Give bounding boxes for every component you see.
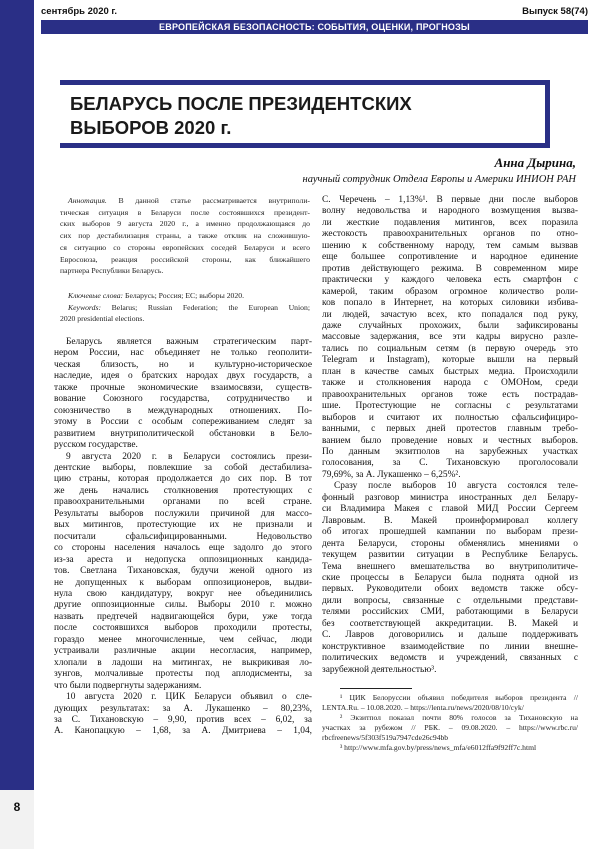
body-line: также и столкновения народа с ОМОНом, среди: [322, 378, 578, 389]
body-line: практически у каждого человека есть смартфон с: [322, 275, 578, 286]
abstract-line: ся ситуацию со стороны европейских соседей Беларуси и всего: [60, 242, 310, 252]
body-line: даже случайных прохожих, были зафиксированы: [322, 320, 578, 331]
body-line: тов. Светлана Тихановская, будучи женой одного из: [54, 566, 312, 577]
body-line: план в качестве самых быстрых медиа. Происходили: [322, 366, 578, 377]
body-line: дили вопросы, связанные с отдельными представи-: [322, 595, 578, 606]
body-line: выборов и считают их полностью сфальсифициро-: [322, 412, 578, 423]
body-line: первых. Руководители обоих ведомств также обсу-: [322, 584, 578, 595]
footnote-divider: [340, 688, 412, 689]
abstract-line: сих пор дестабилизация страны, а также отклик на сложившую-: [60, 231, 310, 241]
abstract-line: партнера Республики Беларусь.: [60, 266, 164, 276]
footnotes: [322, 693, 578, 754]
abstract-line: тическая ситуация в Беларуси после состоявшихся президент-: [60, 207, 310, 217]
body-line: дующих результатах: за А. Лукашенко – 80,23%,: [54, 703, 312, 714]
body-line: голосования, за С. Тихановскую проголосовали: [322, 458, 578, 469]
footnote-line: участках за рубежом // РБК. – 09.08.2020. – https://www.rbc.ru/: [322, 723, 578, 733]
body-line: наследие, идея о братских народах двух государств, а: [54, 371, 312, 382]
page-number: 8: [13, 800, 21, 814]
body-line: ков попало в Интернет, на которых силовики избива-: [322, 298, 578, 309]
body-line: цию страны, которая продолжается до сих пор. В тот: [54, 474, 312, 485]
body-line: же день начались столкновения протестующих с: [54, 485, 312, 496]
body-line: Беларусь является важным стратегическим парт-: [66, 337, 312, 347]
body-line: хлопали в ладоши на митингах, не выкрикивая ло-: [54, 657, 312, 668]
left-column-text: [54, 337, 312, 738]
body-line: ли людей, зачастую всех, кто попадался под руку,: [322, 309, 578, 320]
author-affiliation: научный сотрудник Отдела Европы и Америки ИНИОН РАН: [302, 174, 576, 185]
body-line: со стороны населения началось еще задолго до этого: [54, 543, 312, 554]
body-line: дентские выборы, повлекшие за собой дестабилиза-: [54, 462, 312, 473]
sidebar-lower-block: [0, 790, 34, 849]
body-line: массовые задержания, все эти кадры вирусно разле-: [322, 332, 578, 343]
body-line: ские процессы в Беларуси была поднята одной из: [322, 572, 578, 583]
body-line: без соответствующей аккредитации. В. Макей и: [322, 618, 578, 629]
body-line: текущем развитии ситуации в Республике Беларусь.: [322, 550, 578, 561]
sidebar-accent-strip: [0, 0, 34, 849]
body-line: русском государстве.: [54, 440, 138, 451]
body-line: другие оппозиционные силы. Выборы 2010 г. можно: [54, 600, 312, 611]
article-title-line-1: БЕЛАРУСЬ ПОСЛЕ ПРЕЗИДЕНТСКИХ: [70, 93, 412, 114]
body-line: камерой, таким образом огромное количество роли-: [322, 286, 578, 297]
body-line: зарубежной деятельностью³.: [322, 664, 437, 675]
body-line: политических ведомств и учреждений, связанных с: [322, 653, 578, 664]
body-line: не допущенных к выборам оппозиционеров, выдви-: [54, 577, 312, 588]
body-line: гораздо менее многочисленные, чем сейчас, люди: [54, 634, 312, 645]
body-line: волну недовольства и народного возмущения вызва-: [322, 206, 578, 217]
body-line: также прочные экономические взаимосвязи, существ-: [54, 382, 312, 393]
body-line: еще большее сопротивление и народное единение: [322, 252, 578, 263]
keywords-line: Keywords: Belarus; Russian Federation; the European Union;: [68, 302, 310, 312]
article-title-line-2: ВЫБОРОВ 2020 г.: [70, 117, 232, 138]
body-line: Сразу после выборов 10 августа состоялся теле-: [334, 481, 578, 492]
header-issue: Выпуск 58(74): [522, 6, 588, 17]
body-line: Тема внешнего вмешательства во внутриполитиче-: [322, 561, 578, 572]
body-line: конструктивное взаимодействие по линии внешне-: [322, 641, 578, 652]
footnote-line: LENTA.Ru. – 10.08.2020. – https://lenta.ru/news/2020/08/10/cyk/: [322, 703, 524, 713]
body-line: ванными, с первых дней протестов главным требо-: [322, 424, 578, 435]
body-line: ли жесткие подавления митингов, всех поразила: [322, 217, 578, 228]
body-line: правоохранительными органами по всей стране.: [54, 497, 312, 508]
abstract: [60, 195, 310, 277]
body-line: С. Лавров договорились и дальше поддерживать: [322, 630, 578, 641]
body-line: 10 августа 2020 г. ЦИК Беларуси объявил о сле-: [66, 692, 312, 703]
footnote-line: rbcfreenews/5f303f519a7947cde26c94bb: [322, 733, 449, 743]
body-line: вование Союзного государства, сотрудничество и: [54, 394, 312, 405]
body-line: Результаты выборов послужили причиной для массо-: [54, 508, 312, 519]
body-line: 79,69%, за А. Лукашенко – 6,25%².: [322, 469, 461, 480]
author-name: Анна Дырина,: [494, 155, 576, 170]
body-line: тались по социальным сетям (в первую очередь это: [322, 343, 578, 354]
body-line: этому в России с особым сопереживанием следят за: [54, 417, 312, 428]
keywords-line: 2020 presidential elections.: [60, 314, 145, 324]
body-line: ческая близость, но и культурно-историческое: [54, 359, 312, 370]
body-line: нером России, нас объединяет не только геополити-: [54, 348, 312, 359]
right-column-text: [322, 195, 578, 676]
body-line: дента Беларуси, стороны обменялись мнениями о: [322, 538, 578, 549]
running-header: [41, 6, 588, 20]
body-line: зунгов, молчаливые протесты под аплодисменты, за: [54, 669, 312, 680]
body-line: шие. Протестующие не согласны с результатами: [322, 401, 578, 412]
body-line: По данным экзитполов на зарубежных участках: [322, 446, 578, 457]
body-line: развитием внутриполитической обстановки в Бело-: [54, 428, 312, 439]
header-date: сентябрь 2020 г.: [41, 6, 118, 17]
article-title-box: [60, 80, 550, 148]
abstract-line: Евросоюза, реакция российской стороны, как ближайшего: [60, 254, 310, 264]
body-line: за С. Тихановскую – 9,90, против всех – 6,02, за: [54, 714, 312, 725]
body-line: после состоявшихся выборов проходили протесты,: [54, 623, 312, 634]
body-line: вых митингов, протестующие их не признали и: [54, 520, 312, 531]
body-line: Telegram и Instagram), которые вышли на первый: [322, 355, 578, 366]
body-line: 9 августа 2020 г. в Беларуси состоялись прези-: [66, 451, 312, 462]
body-line: правоохранительных органов тоже есть пострадав-: [322, 389, 578, 400]
body-line: нула свою кандидатуру, вокруг нее объединились: [54, 588, 312, 599]
footnote-line: ² Экзитпол показал почти 80% голосов за Тихановскую на: [340, 713, 578, 723]
body-line: против действующего режима. В современном мире: [322, 263, 578, 274]
body-line: из-за ареста и недопуска оппозиционных кандида-: [54, 554, 312, 565]
section-title-bar: ЕВРОПЕЙСКАЯ БЕЗОПАСНОСТЬ: СОБЫТИЯ, ОЦЕНКИ, ПРОГНОЗЫ: [41, 20, 588, 34]
footnote-line: ³ http://www.mfa.gov.by/press/news_mfa/e6012ffa9f92ff7c.html: [340, 743, 537, 753]
keywords-line: Ключевые слова: Беларусь; Россия; ЕС; выборы 2020.: [68, 291, 244, 300]
body-line: жестокость правоохранительных органов по отно-: [322, 229, 578, 240]
body-line: Лавровым. В. Макей проинформировал коллегу: [322, 515, 578, 526]
body-line: об итогах прошедшей кампании по выборам прези-: [322, 527, 578, 538]
body-line: что были подвергнуты задержаниям.: [54, 680, 202, 691]
body-line: устраивали различные акции несогласия, например,: [54, 646, 312, 657]
body-line: ванием было проведение новых и честных выборов.: [322, 435, 578, 446]
body-line: шению к собственному народу, тем самым вызвав: [322, 240, 578, 251]
body-line: посчитали сфальсифицированными. Недовольство: [54, 531, 312, 542]
body-line: назвать предтечей надвигающейся бури, уже тогда: [54, 611, 312, 622]
abstract-line: Аннотация. В данной статье рассматривается внутрипoли-: [68, 196, 310, 205]
body-line: А. Канопацкую – 1,68, за А. Дмитриева – 1,04,: [54, 726, 312, 737]
body-line: си Владимира Макея с главой МИД России Сергеем: [322, 504, 578, 515]
keywords: [60, 290, 310, 325]
footnote-line: ¹ ЦИК Белоруссии объявил победителя выборов президента //: [340, 693, 578, 702]
body-line: фонный разговор министра иностранных дел Белару-: [322, 492, 578, 503]
body-line: союзничество в международных отношениях. По-: [54, 405, 312, 416]
body-line: С. Черечень – 1,13%¹. В первые дни после выборов: [322, 195, 578, 205]
abstract-line: ских выборов 9 августа 2020 г., а именно продолжающаяся до: [60, 219, 310, 229]
body-line: телями российских СМИ, работающими в Беларуси: [322, 607, 578, 618]
